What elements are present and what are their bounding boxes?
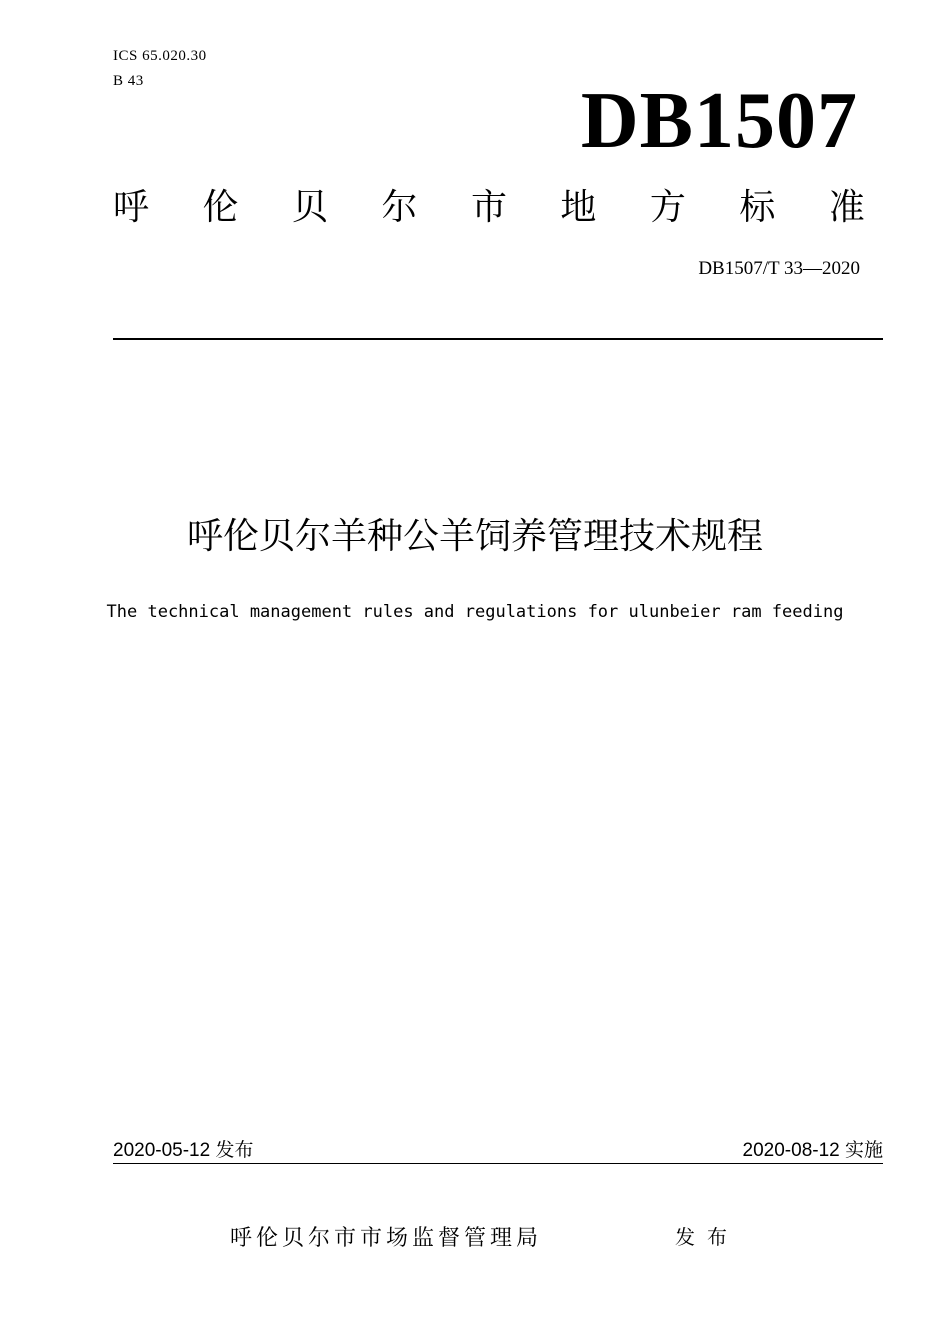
ics-code: ICS 65.020.30 [113,48,207,64]
ccs-code: B 43 [113,73,144,89]
category-char: 地 [560,187,597,228]
category-char: 标 [739,187,776,228]
category-char: 准 [828,187,865,228]
category-char: 方 [649,187,686,228]
document-title-english: The technical management rules and regulations for ulunbeier ram feeding [106,602,844,622]
category-char: 贝 [291,187,328,228]
issuer-action: 发布 [675,1225,739,1249]
category-char: 尔 [381,187,418,228]
standard-logo: DB1507 [580,77,858,165]
issue-date: 2020-05-12 发布 [113,1140,254,1161]
category-char: 呼 [113,187,150,228]
footer-divider [113,1163,883,1164]
implementation-date: 2020-08-12 实施 [742,1140,883,1161]
standard-category [113,185,865,231]
issuing-authority: 呼伦贝尔市市场监督管理局 [230,1226,543,1251]
header-divider [113,338,883,340]
standard-number: DB1507/T 33—2020 [698,258,860,279]
category-char: 市 [470,187,507,228]
document-title-chinese: 呼伦贝尔羊种公羊饲养管理技术规程 [186,516,763,557]
category-char: 伦 [202,187,239,228]
